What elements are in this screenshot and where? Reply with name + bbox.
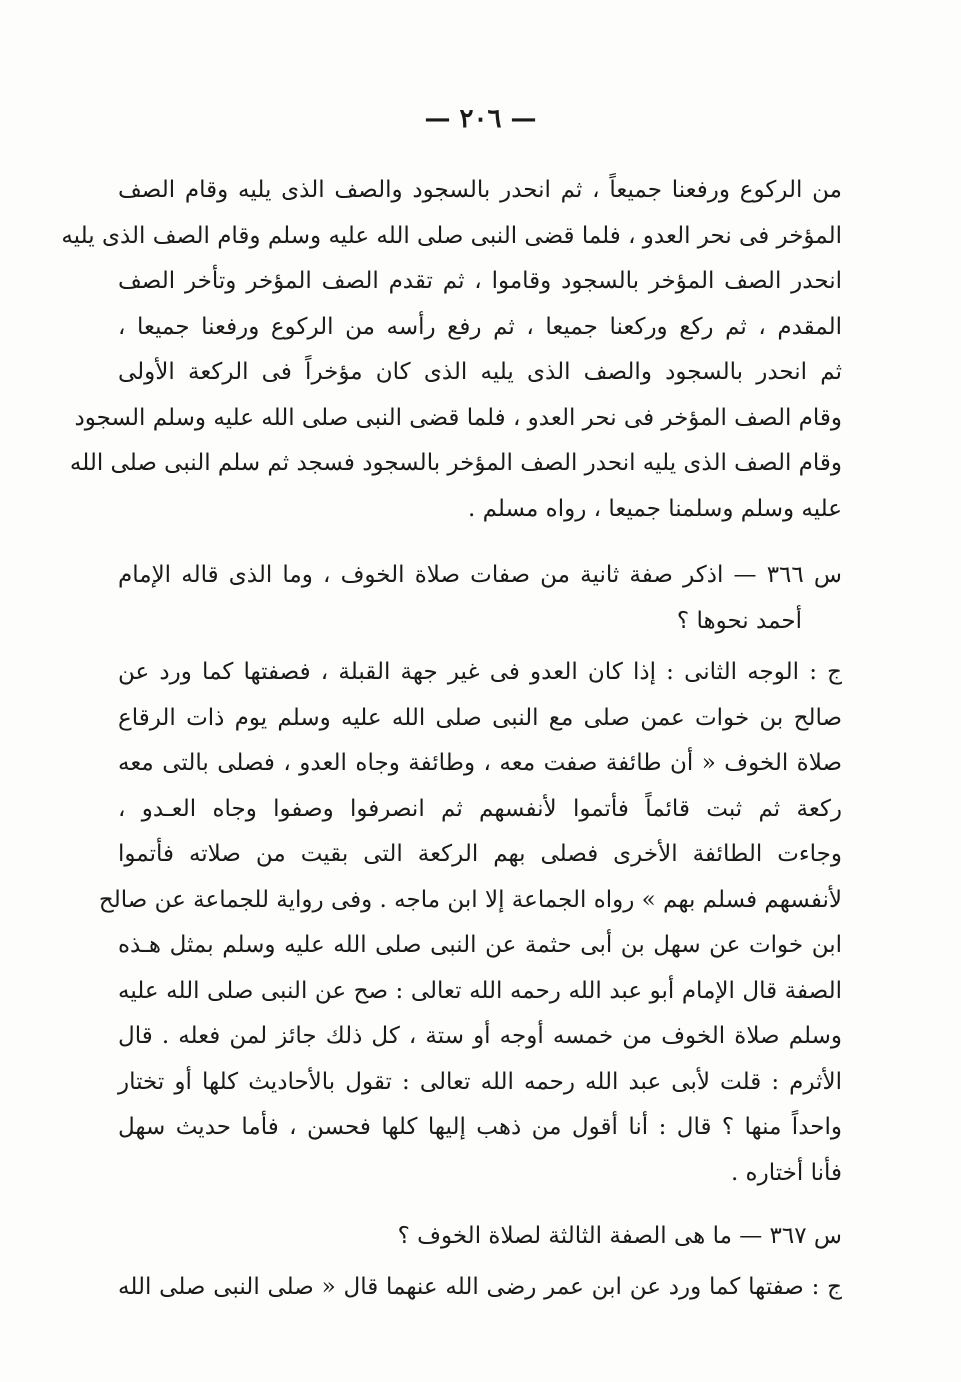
question-367 (118, 1214, 842, 1260)
answer-line: ج : الوجه الثانى : إذا كان العدو فى غير جهة القبلة ، فصفتها كما ورد عن (118, 659, 842, 685)
text-line: المقدم ، ثم ركع وركعنا جميعا ، ثم رفع رأسه من الركوع ورفعنا جميعا ، (118, 313, 842, 340)
answer-line: واحداً منها ؟ قال : أنا أقول من ذهب إليها كلها فحسن ، فأما حديث سهل (118, 1114, 842, 1140)
answer-line: ركعة ثم ثبت قائماً فأتموا لأنفسهم ثم انصرفوا وصفوا وجاه العـدو ، (118, 795, 842, 822)
answer-line: وجاءت الطائفة الأخرى فصلى بهم الركعة التى بقيت من صلاته فأتموا (118, 841, 842, 867)
text-line: عليه وسلم وسلمنا جميعا ، رواه مسلم . (467, 495, 842, 522)
answer-line: لأنفسهم فسلم بهم » رواه الجماعة إلا ابن ماجه . وفى رواية للجماعة عن صالح (98, 886, 842, 913)
text-line: ثم انحدر بالسجود والصف الذى يليه الذى كان مؤخراً فى الركعة الأولى (118, 359, 842, 385)
answer-line: الأثرم : قلت لأبى عبد الله رحمه الله تعالى : تقول بالأحاديث كلها أو تختار (118, 1068, 842, 1095)
text-line: وقام الصف الذى يليه انحدر الصف المؤخر بالسجود فسجد ثم سلم النبى صلى الله (69, 450, 842, 476)
text-line: من الركوع ورفعنا جميعاً ، ثم انحدر بالسجود والصف الذى يليه وقام الصف (118, 177, 842, 203)
text-line: المؤخر فى نحر العدو ، فلما قضى النبى صلى الله عليه وسلم وقام الصف الذى يليه (61, 222, 842, 249)
answer-366 (98, 650, 842, 1196)
answer-line: فأنا أختاره . (730, 1159, 842, 1186)
answer-line: ابن خوات عن سهل بن أبى حثمة عن النبى صلى الله عليه وسلم بمثل هـذه (118, 932, 842, 958)
answer-line: الصفة قال الإمام أبو عبد الله رحمه الله تعالى : صح عن النبى صلى الله عليه (118, 977, 842, 1004)
question-line: أحمد نحوها ؟ (676, 607, 802, 634)
text-line: وقام الصف المؤخر فى نحر العدو ، فلما قضى النبى صلى الله عليه وسلم السجود (74, 404, 842, 431)
text-line: انحدر الصف المؤخر بالسجود وقاموا ، ثم تقدم الصف المؤخر وتأخر الصف (118, 268, 842, 294)
answer-line: صالح بن خوات عمن صلى مع النبى صلى الله عليه وسلم يوم ذات الرقاع (118, 704, 842, 731)
answer-line: ج : صفتها كما ورد عن ابن عمر رضى الله عنهما قال « صلى النبى صلى الله (118, 1274, 842, 1300)
question-line: س ٣٦٦ — اذكر صفة ثانية من صفات صلاة الخوف ، وما الذى قاله الإمام (118, 562, 842, 588)
paragraph-hadith-continuation (61, 168, 842, 532)
question-366 (118, 553, 842, 644)
answer-line: وسلم صلاة الخوف من خمسه أوجه أو ستة ، كل ذلك جائز لمن فعله . قال (118, 1023, 842, 1049)
question-line: س ٣٦٧ — ما هى الصفة الثالثة لصلاة الخوف ؟ (397, 1223, 842, 1249)
answer-line: صلاة الخوف « أن طائفة صفت معه ، وطائفة وجاه العدو ، فصلى بالتى معه (118, 750, 842, 776)
page-number: — ٢٠٦ — (424, 104, 537, 134)
answer-367 (118, 1265, 842, 1311)
